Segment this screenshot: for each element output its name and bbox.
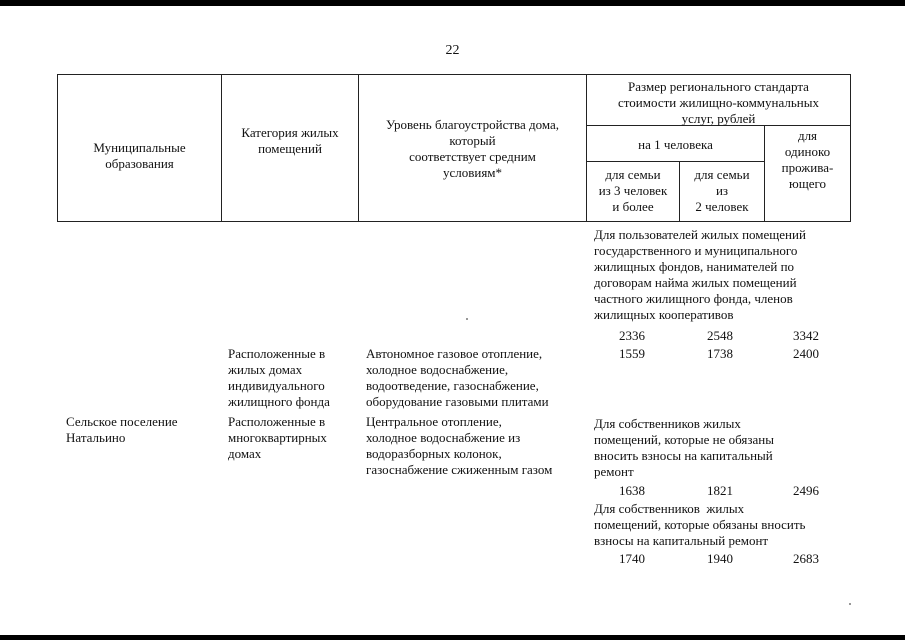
table-right-rule [850,74,851,222]
s1-r1-family3: 2336 [619,328,645,343]
s2-single: 2496 [793,483,819,498]
header-family-3: для семьи из 3 человек и более [598,167,668,214]
s3-family3: 1740 [619,551,645,566]
section-3-text: Для собственников жилых помещений, которые обязаны вносить взносы на капитальный ремонт [594,501,806,548]
header-category: Категория жилых помещений [241,125,339,156]
header-level: Уровень благоустройства дома, который соответствует средним условиям* [385,117,560,180]
header-per-person: на 1 человека [638,137,713,152]
s1-r1-single: 3342 [793,328,819,343]
page-number: 22 [445,43,460,58]
subheader-rule-2 [586,161,764,162]
header-standard-size: Размер регионального стандарта стоимости жилищно-коммунальных услуг, рублей [618,79,819,126]
s1-r2-family2: 1738 [707,346,733,361]
header-municipalities: Муниципальные образования [93,140,186,171]
municipality-name: Сельское поселение Натальино [66,414,178,445]
s1-r2-single: 2400 [793,346,819,361]
s2-family2: 1821 [707,483,733,498]
category-apartment-buildings: Расположенные в многоквартирных домах [228,414,327,461]
category-individual-houses: Расположенные в жилых домах индивидуального жилищного фонда [228,346,330,409]
s3-family2: 1940 [707,551,733,566]
s1-r2-family3: 1559 [619,346,645,361]
s2-family3: 1638 [619,483,645,498]
level-individual-houses: Автономное газовое отопление, холодное водоснабжение, водоотведение, газоснабжение, оборудование газовыми плитами [366,346,549,409]
header-bottom-rule [57,221,850,222]
s1-r1-family2: 2548 [707,328,733,343]
section-1-text: Для пользователей жилых помещений государственного и муниципального жилищных фондов, нанимателей по договорам найма жилых помещений частного жилищного фонда, членов жилищных кооперативов [594,227,806,322]
stray-mark [466,318,468,320]
section-2-text: Для собственников жилых помещений, которые не обязаны вносить взносы на капитальный ремонт [594,416,774,479]
top-border [0,0,905,6]
header-single: для одиноко прожива- ющего [781,128,834,191]
level-apartment-buildings: Центральное отопление, холодное водоснабжение из водоразборных колонок, газоснабжение сжиженным газом [366,414,553,477]
s3-single: 2683 [793,551,819,566]
stray-mark-2 [849,603,851,605]
bottom-border [0,635,905,640]
header-family-2: для семьи из 2 человек [694,167,750,214]
table-top-rule [57,74,850,75]
